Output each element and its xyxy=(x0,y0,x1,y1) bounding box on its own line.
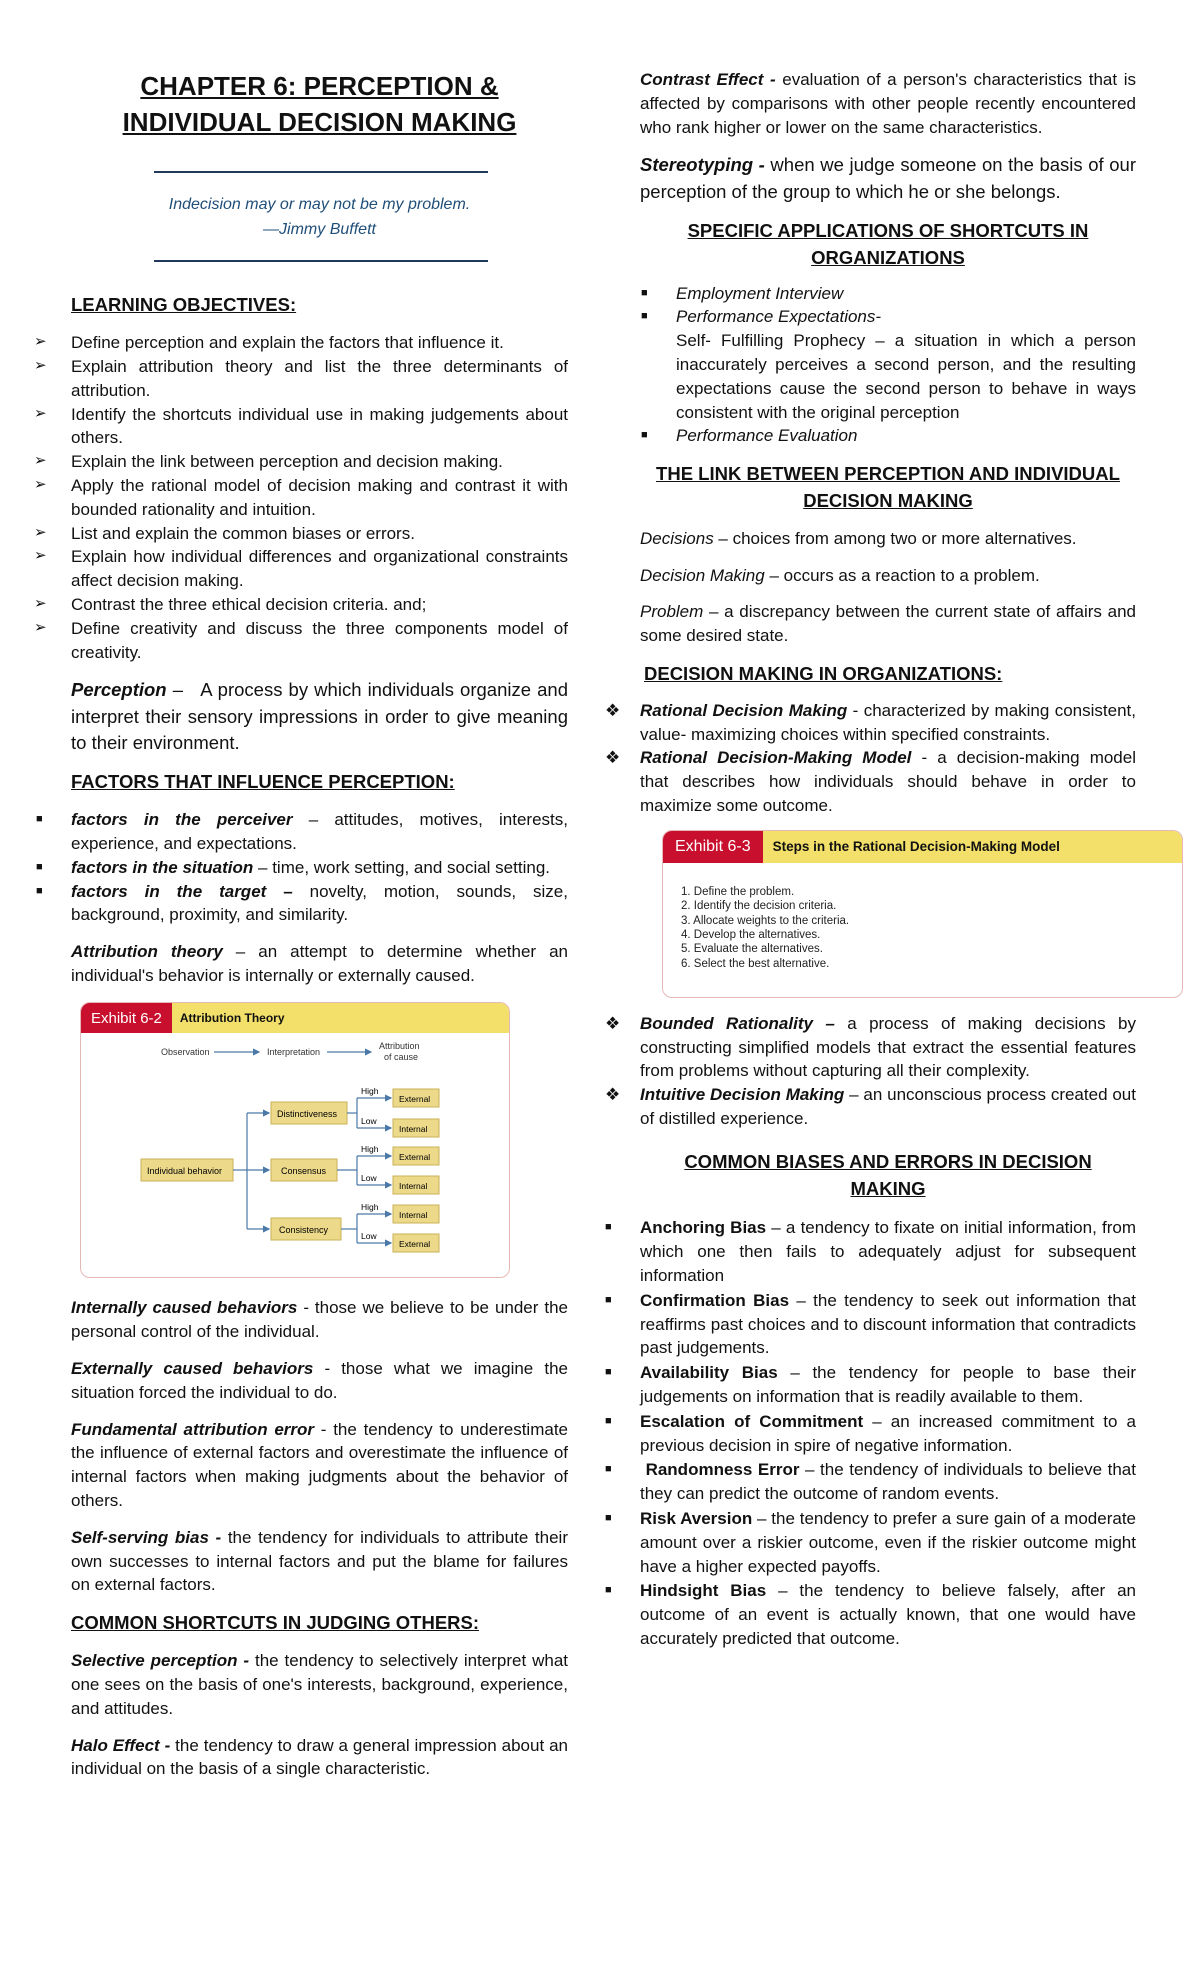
applications-list xyxy=(569,282,1136,449)
list-item: ■ Risk Aversion – the tendency to prefer a sure gain of a moderate amount over a riskier outcome, even if the riskier outcome might have a higher expected payoffs. xyxy=(605,1508,1136,1576)
attribution-label: of cause xyxy=(384,1051,419,1062)
list-item: ➢ Apply the rational model of decision making and contrast it with bounded rationality and intuition. xyxy=(34,476,568,519)
interpretation-label: Interpretation xyxy=(267,1046,321,1057)
exhibit-tag: Exhibit 6-2 xyxy=(81,1003,172,1033)
arrow-bullet-icon: ➢ xyxy=(34,547,47,565)
list-item: ■ Availability Bias – the tendency for people to base their judgements on information that is readily available to them. xyxy=(605,1363,1136,1406)
divider xyxy=(154,260,488,262)
square-bullet-icon: ■ xyxy=(605,1414,612,1427)
decision-making-list-continued xyxy=(569,1012,1136,1131)
list-item: ■ Performance Evaluation xyxy=(641,426,858,446)
halo-effect-definition: Halo Effect - the tendency to draw a general impression about an individual on the basis of a single characteristic. xyxy=(71,1735,568,1779)
selective-perception-definition: Selective perception - the tendency to selectively interpret what one sees on the basis of one's interests, background, experience, and attitudes. xyxy=(71,1651,568,1718)
exhibit-title: Attribution Theory xyxy=(172,1003,509,1033)
decision-making-organizations-heading: DECISION MAKING IN ORGANIZATIONS: xyxy=(644,662,1003,684)
branch-label: Consensus xyxy=(281,1165,327,1176)
exhibit-header xyxy=(663,831,1182,863)
arrow-bullet-icon: ➢ xyxy=(34,523,47,541)
arrow-bullet-icon: ➢ xyxy=(34,618,47,636)
diamond-bullet-icon: ❖ xyxy=(605,1085,621,1105)
diamond-bullet-icon: ❖ xyxy=(605,748,621,768)
outcome-label: External xyxy=(399,1151,431,1162)
outcome-label: External xyxy=(399,1238,431,1249)
low-label: Low xyxy=(361,1230,377,1241)
arrow-bullet-icon: ➢ xyxy=(34,476,47,494)
square-bullet-icon: ■ xyxy=(36,884,43,897)
list-item: ■ Escalation of Commitment – an increased commitment to a previous decision in spire of negative information. xyxy=(605,1411,1136,1455)
list-item: ■ Employment Interview xyxy=(641,283,844,303)
list-item: ■ Confirmation Bias – the tendency to seek out information that reaffirms past choices and to discount information that contradicts past judgements. xyxy=(605,1290,1136,1358)
step-item: 2. Identify the decision criteria. xyxy=(681,900,837,913)
attribution-theory-definition: Attribution theory – an attempt to determine whether an individual's behavior is internally or externally caused. xyxy=(71,942,568,985)
fundamental-attribution-error-definition: Fundamental attribution error - the tendency to underestimate the influence of external factors and overestimate the influence of internal factors when making judgments about the behavior of others. xyxy=(71,1419,568,1511)
left-column xyxy=(34,0,569,1794)
observation-label: Observation xyxy=(161,1046,210,1057)
diamond-bullet-icon: ❖ xyxy=(605,1013,621,1033)
steps-list xyxy=(663,863,1182,983)
list-item: ■ Anchoring Bias – a tendency to fixate on initial information, from which one then fails to adequately adjust for subsequent information xyxy=(605,1218,1136,1286)
outcome-label: Internal xyxy=(399,1209,428,1220)
factors-list xyxy=(0,808,568,927)
exhibit-6-3-figure xyxy=(662,830,1183,998)
stereotyping-definition: Stereotyping - when we judge someone on the basis of our perception of the group to which he or she belongs. xyxy=(640,154,1137,202)
right-column xyxy=(605,68,1137,1652)
divider xyxy=(154,171,488,173)
decision-making-list xyxy=(569,699,1136,818)
square-bullet-icon: ■ xyxy=(605,1584,612,1597)
square-bullet-icon: ■ xyxy=(605,1221,612,1234)
page-title: CHAPTER 6: PERCEPTION & INDIVIDUAL DECISION MAKING xyxy=(122,71,517,138)
step-item: 1. Define the problem. xyxy=(681,885,795,898)
list-item: ❖ Intuitive Decision Making – an unconscious process created out of distilled experience. xyxy=(605,1085,1136,1128)
list-item: ❖ Rational Decision Making - characterized by making consistent, value- maximizing choices within specified constraints. xyxy=(605,700,1136,744)
square-bullet-icon: ■ xyxy=(36,860,43,873)
learning-objectives-heading: LEARNING OBJECTIVES: xyxy=(71,294,297,316)
square-bullet-icon: ■ xyxy=(36,813,43,826)
exhibit-header xyxy=(81,1003,509,1033)
self-serving-bias-definition: Self-serving bias - the tendency for individuals to attribute their own successes to internal factors and put the blame for failures on external factors. xyxy=(71,1527,569,1595)
objectives-list xyxy=(0,331,568,664)
factors-heading: FACTORS THAT INFLUENCE PERCEPTION: xyxy=(71,771,455,793)
square-bullet-icon: ■ xyxy=(605,1463,612,1476)
diamond-bullet-icon: ❖ xyxy=(605,700,621,720)
square-bullet-icon: ■ xyxy=(605,1366,612,1379)
outcome-label: Internal xyxy=(399,1180,428,1191)
arrow-bullet-icon: ➢ xyxy=(34,595,47,613)
branch-label: Consistency xyxy=(279,1224,329,1235)
arrow-bullet-icon: ➢ xyxy=(34,452,47,470)
list-item: ■ factors in the target – novelty, motion, sounds, size, background, proximity, and similarity. xyxy=(36,881,568,925)
list-item: ➢ Define creativity and discuss the three components model of creativity. xyxy=(34,618,568,662)
decision-making-definition: Decision Making – occurs as a reaction to a problem. xyxy=(640,565,1040,585)
link-heading: THE LINK BETWEEN PERCEPTION AND INDIVIDUAL DECISION MAKING xyxy=(656,463,1120,511)
attribution-label: Attribution xyxy=(379,1040,420,1051)
step-item: 4. Develop the alternatives. xyxy=(681,928,821,941)
applications-heading: SPECIFIC APPLICATIONS OF SHORTCUTS IN ORGANIZATIONS xyxy=(687,219,1089,268)
list-item: ■ Hindsight Bias – the tendency to believe falsely, after an outcome of an event is actually known, that one would have accurately predicted that outcome. xyxy=(605,1581,1136,1648)
step-item: 6. Select the best alternative. xyxy=(681,957,830,970)
high-label: High xyxy=(361,1201,379,1212)
biases-heading: COMMON BIASES AND ERRORS IN DECISION MAKING xyxy=(684,1150,1092,1199)
decisions-definition: Decisions – choices from among two or more alternatives. xyxy=(640,528,1077,548)
square-bullet-icon: ■ xyxy=(605,1293,612,1306)
list-item: ➢ List and explain the common biases or errors. xyxy=(34,523,415,543)
branch-label: Distinctiveness xyxy=(277,1108,338,1119)
square-bullet-icon: ■ xyxy=(641,429,648,442)
square-bullet-icon: ■ xyxy=(641,310,648,323)
contrast-effect-definition: Contrast Effect - evaluation of a person's characteristics that is affected by comparisons with other people recently encountered who rank higher or lower on the same characteristics. xyxy=(640,70,1136,137)
list-item: ❖ Bounded Rationality – a process of making decisions by constructing simplified models that extract the essential features from problems without capturing all their complexity. xyxy=(605,1013,1136,1081)
list-item: ➢ Identify the shortcuts individual use in making judgements about others. xyxy=(34,404,568,448)
outcome-label: External xyxy=(399,1093,431,1104)
list-item: ➢ Define perception and explain the factors that influence it. xyxy=(34,333,504,353)
arrow-bullet-icon: ➢ xyxy=(34,357,47,375)
outcome-label: Internal xyxy=(399,1123,428,1134)
list-item: ➢ Explain attribution theory and list the three determinants of attribution. xyxy=(34,357,568,400)
square-bullet-icon: ■ xyxy=(641,286,648,299)
biases-list xyxy=(569,1216,1136,1650)
list-item: ➢ Contrast the three ethical decision criteria. and; xyxy=(34,595,427,615)
problem-definition: Problem – a discrepancy between the current state of affairs and some desired state. xyxy=(640,602,1136,646)
list-item: ❖ Rational Decision-Making Model - a decision-making model that describes how individuals should behave in order to maximize some outcome. xyxy=(605,748,1136,816)
list-item: ■ Randomness Error – the tendency of individuals to believe that they can predict the outcome of random events. xyxy=(605,1460,1136,1504)
perception-definition: Perception – A process by which individuals organize and interpret their sensory impressions in order to give meaning to their environment. xyxy=(71,679,568,753)
low-label: Low xyxy=(361,1115,377,1126)
list-item: ■ factors in the perceiver – attitudes, motives, interests, experience, and expectations. xyxy=(36,810,568,853)
arrow-bullet-icon: ➢ xyxy=(34,333,47,351)
list-item: ■ Performance Expectations- Self- Fulfilling Prophecy – a situation in which a person inaccurately perceives a second person, and the resulting expectations cause the second person to behave in ways consistent with the original perception xyxy=(641,307,1136,422)
exhibit-title: Steps in the Rational Decision-Making Model xyxy=(763,831,1182,863)
step-item: 5. Evaluate the alternatives. xyxy=(681,943,823,956)
arrow-bullet-icon: ➢ xyxy=(34,404,47,422)
shortcuts-heading: COMMON SHORTCUTS IN JUDGING OTHERS: xyxy=(71,1612,480,1634)
root-label: Individual behavior xyxy=(147,1165,223,1176)
step-item: 3. Allocate weights to the criteria. xyxy=(681,914,850,927)
high-label: High xyxy=(361,1085,379,1096)
exhibit-6-2-figure xyxy=(80,1002,510,1279)
list-item: ➢ Explain how individual differences and organizational constraints affect decision making. xyxy=(34,547,568,591)
list-item: ■ factors in the situation – time, work setting, and social setting. xyxy=(36,857,550,877)
list-item: ➢ Explain the link between perception and decision making. xyxy=(34,452,503,472)
low-label: Low xyxy=(361,1172,377,1183)
high-label: High xyxy=(361,1143,379,1154)
internally-caused-definition: Internally caused behaviors - those we believe to be under the personal control of the individual. xyxy=(71,1298,568,1342)
attribution-diagram xyxy=(81,1033,509,1271)
epigraph: Indecision may or may not be my problem. —Jimmy Buffett xyxy=(168,195,471,238)
externally-caused-definition: Externally caused behaviors - those what we imagine the situation forced the individual to do. xyxy=(71,1359,568,1402)
square-bullet-icon: ■ xyxy=(605,1511,612,1524)
exhibit-tag: Exhibit 6-3 xyxy=(663,831,763,863)
